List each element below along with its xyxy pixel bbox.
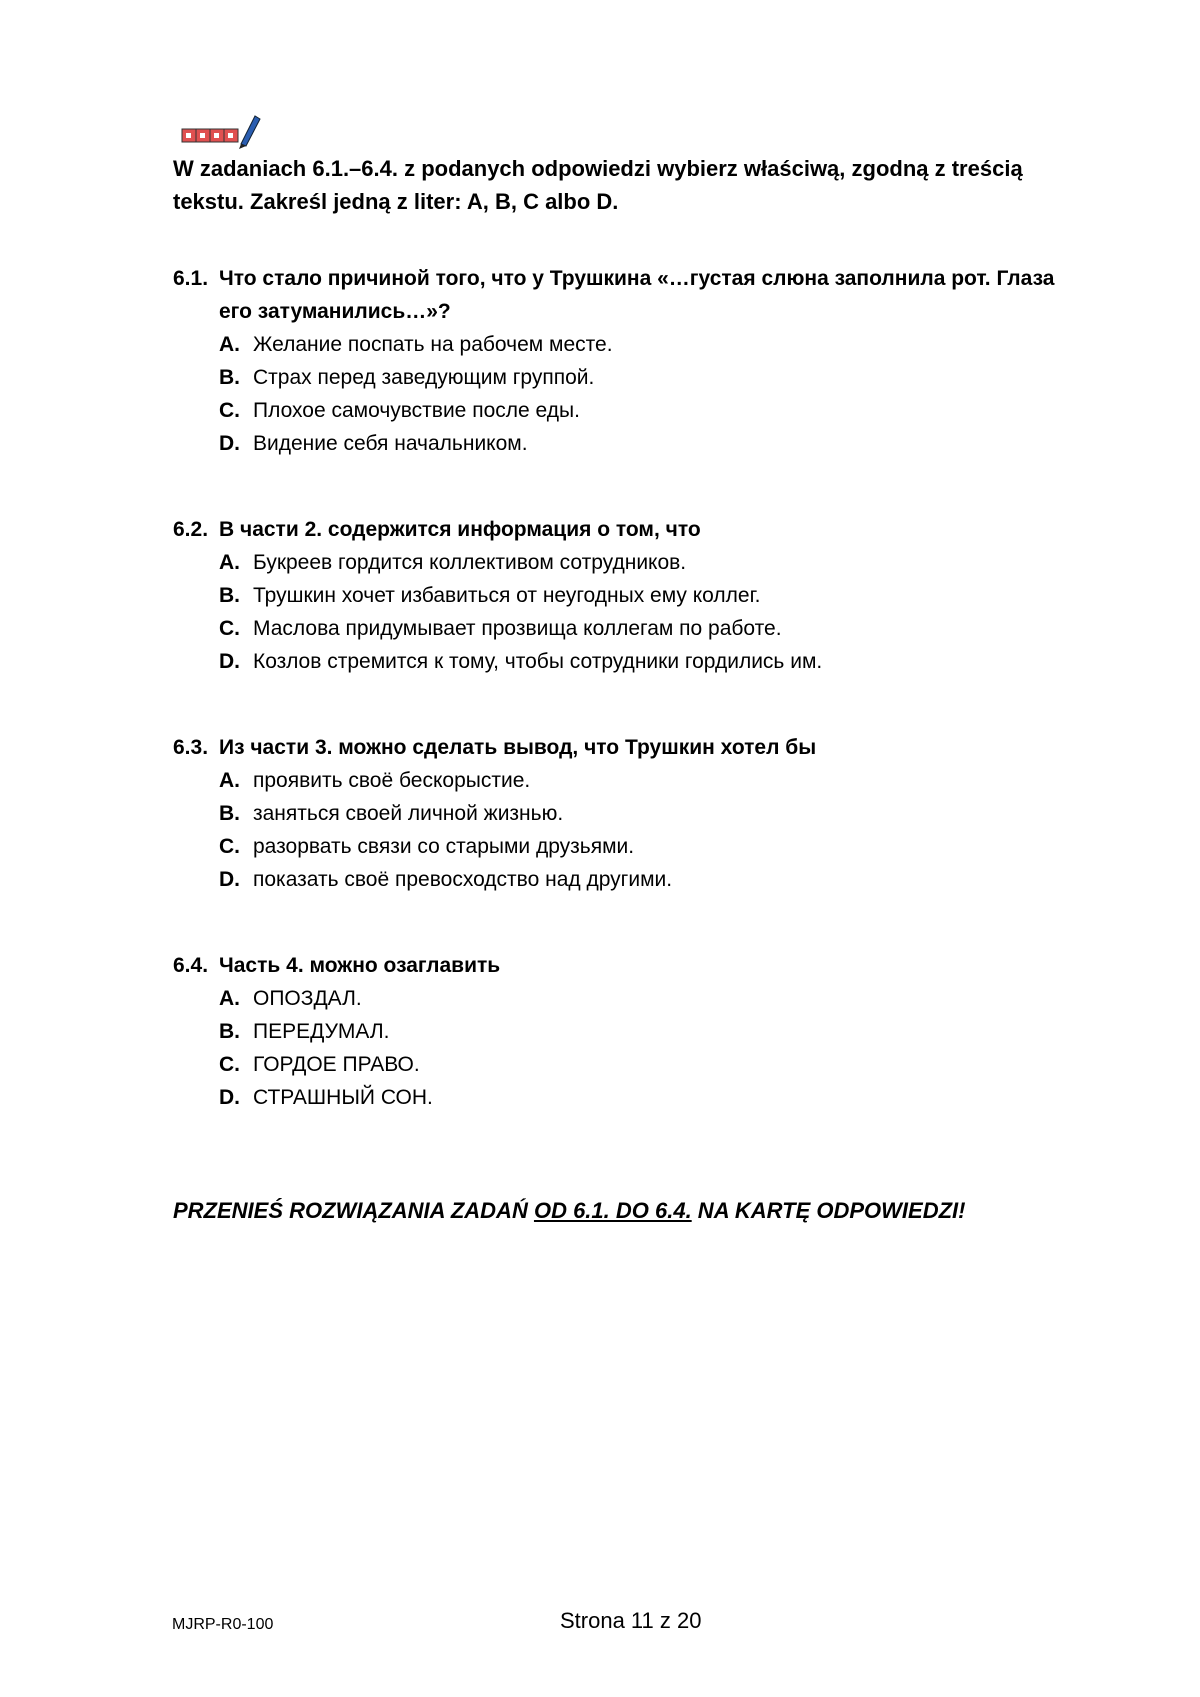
option-text: показать своё превосходство над другими.	[253, 868, 673, 891]
option-letter: D.	[219, 1086, 240, 1109]
option-letter: A.	[219, 551, 240, 574]
question	[173, 949, 1073, 982]
option-text: ГОРДОЕ ПРАВО.	[253, 1053, 420, 1076]
question-text: Что стало причиной того, что у Трушкина «…густая слюна заполнила рот. Глаза его затуманились…»?	[219, 267, 1055, 323]
option-c[interactable]	[219, 1048, 1073, 1081]
question	[173, 513, 1073, 546]
option-text: ПЕРЕДУМАЛ.	[253, 1020, 390, 1043]
option-a[interactable]	[219, 328, 1073, 361]
question-text: Часть 4. можно озаглавить	[219, 954, 501, 977]
option-c[interactable]	[219, 612, 1073, 645]
option-b[interactable]	[219, 797, 1073, 830]
option-text: СТРАШНЫЙ СОН.	[253, 1086, 433, 1109]
option-text: заняться своей личной жизнью.	[253, 802, 564, 825]
option-letter: C.	[219, 617, 240, 640]
option-text: Страх перед заведующим группой.	[253, 366, 595, 389]
task-6-1	[173, 262, 1073, 460]
question-number: 6.2.	[173, 518, 209, 541]
option-c[interactable]	[219, 830, 1073, 863]
option-b[interactable]	[219, 361, 1073, 394]
option-b[interactable]	[219, 579, 1073, 612]
question-text: В части 2. содержится информация о том, что	[219, 518, 701, 541]
option-d[interactable]	[219, 1081, 1073, 1114]
option-letter: A.	[219, 987, 240, 1010]
option-letter: A.	[219, 769, 240, 792]
option-letter: D.	[219, 868, 240, 891]
note-text-end: NA KARTĘ ODPOWIEDZI!	[691, 1198, 966, 1223]
option-letter: B.	[219, 584, 240, 607]
option-text: Маслова придумывает прозвища коллегам по работе.	[253, 617, 782, 640]
option-d[interactable]	[219, 427, 1073, 460]
task-6-4	[173, 949, 1073, 1114]
option-letter: B.	[219, 366, 240, 389]
option-letter: C.	[219, 399, 240, 422]
option-letter: D.	[219, 650, 240, 673]
option-letter: B.	[219, 1020, 240, 1043]
question-number: 6.1.	[173, 267, 209, 290]
exam-code: MJRP-R0-100	[172, 1616, 274, 1633]
option-letter: A.	[219, 333, 240, 356]
option-text: Букреев гордится коллективом сотрудников.	[253, 551, 687, 574]
option-letter: B.	[219, 802, 240, 825]
option-b[interactable]	[219, 1015, 1073, 1048]
task-6-2	[173, 513, 1073, 678]
question	[173, 731, 1073, 764]
task-6-3	[173, 731, 1073, 896]
option-a[interactable]	[219, 546, 1073, 579]
question	[173, 262, 1073, 328]
question-text: Из части 3. можно сделать вывод, что Трушкин хотел бы	[219, 736, 817, 759]
transfer-answers-note	[173, 1196, 965, 1226]
option-text: Плохое самочувствие после еды.	[253, 399, 580, 422]
option-a[interactable]	[219, 764, 1073, 797]
page-number: Strona 11 z 20	[560, 1608, 702, 1633]
option-text: Желание поспать на рабочем месте.	[253, 333, 613, 356]
option-letter: C.	[219, 1053, 240, 1076]
option-text: Козлов стремится к тому, чтобы сотрудники гордились им.	[253, 650, 823, 673]
option-letter: C.	[219, 835, 240, 858]
note-text-start: PRZENIEŚ ROZWIĄZANIA ZADAŃ	[173, 1198, 534, 1223]
option-letter: D.	[219, 432, 240, 455]
question-number: 6.4.	[173, 954, 209, 977]
option-d[interactable]	[219, 645, 1073, 678]
option-text: проявить своё бескорыстие.	[253, 769, 531, 792]
option-text: Видение себя начальником.	[253, 432, 528, 455]
question-number: 6.3.	[173, 736, 209, 759]
option-text: Трушкин хочет избавиться от неугодных ему коллег.	[253, 584, 761, 607]
option-a[interactable]	[219, 982, 1073, 1015]
answer-grid-pencil-icon	[181, 114, 261, 150]
task-instruction: W zadaniach 6.1.–6.4. z podanych odpowiedzi wybierz właściwą, zgodną z treścią tekstu. Zakreśl jedną z liter: A, B, C albo D.	[173, 156, 1023, 214]
note-task-range: OD 6.1. DO 6.4.	[533, 1198, 692, 1223]
option-text: ОПОЗДАЛ.	[253, 987, 362, 1010]
option-d[interactable]	[219, 863, 1073, 896]
option-text: разорвать связи со старыми друзьями.	[253, 835, 635, 858]
option-c[interactable]	[219, 394, 1073, 427]
